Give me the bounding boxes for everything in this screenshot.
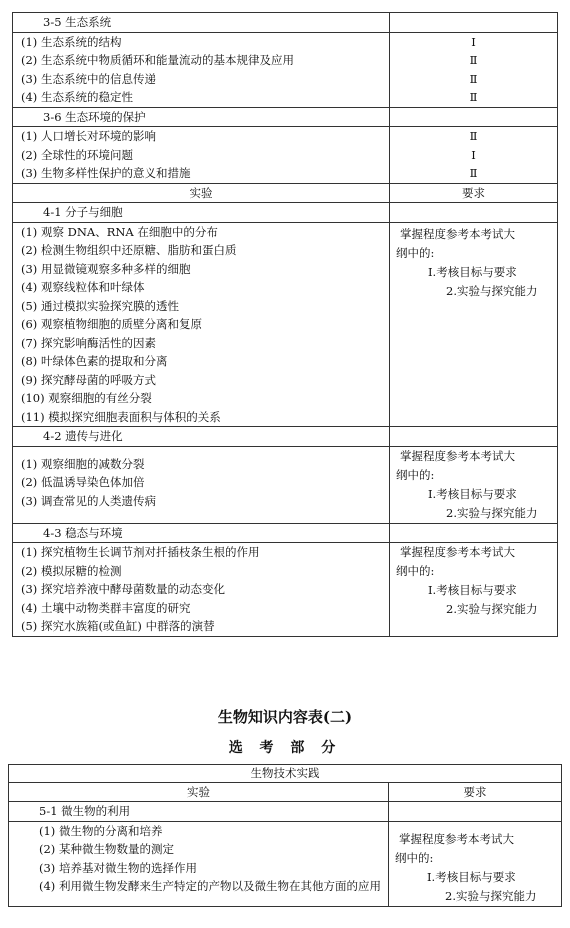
list-item: (4) 生态系统的稳定性 <box>21 90 133 104</box>
section-items-4-2 <box>13 446 558 523</box>
list-item: (2) 生态系统中物质循环和能量流动的基本规律及应用 <box>21 53 294 67</box>
section-title-main: 生物知识内容表(二) <box>217 708 353 726</box>
section-row-3-5 <box>13 13 558 33</box>
section-title: 4-2 遗传与进化 <box>13 427 390 447</box>
section-row-3-6 <box>13 107 558 127</box>
table-header-row <box>9 783 562 802</box>
section-subtitle: 选 考 部 分 <box>228 740 342 756</box>
section-items-3-5 <box>13 32 558 107</box>
section-items-4-1 <box>13 222 558 427</box>
list-item: (1) 观察细胞的减数分裂 <box>21 456 145 471</box>
list-item: (7) 探究影响酶活性的因素 <box>21 335 156 350</box>
knowledge-table-1 <box>12 12 558 637</box>
section-title: 5-1 微生物的利用 <box>9 802 389 822</box>
list-item: (1) 生态系统的结构 <box>21 34 122 49</box>
list-item: (2) 检测生物组织中还原糖、脂肪和蛋白质 <box>21 243 237 257</box>
section-items-3-6 <box>13 127 558 184</box>
list-item: (3) 探究培养液中酵母菌数量的动态变化 <box>21 582 225 596</box>
column-header-requirement: 要求 <box>389 783 562 802</box>
section-title: 4-1 分子与细胞 <box>13 203 390 223</box>
section-title: 3-6 生态环境的保护 <box>13 107 390 127</box>
list-item: (4) 观察线粒体和叶绿体 <box>21 280 145 294</box>
list-item: (9) 探究酵母菌的呼吸方式 <box>21 372 156 387</box>
list-item: (4) 利用微生物发酵来生产特定的产物以及微生物在其他方面的应用 <box>39 879 381 893</box>
list-item: (2) 全球性的环境问题 <box>21 147 133 162</box>
list-item: (11) 模拟探究细胞表面积与体积的关系 <box>21 409 221 424</box>
list-item: (3) 调查常见的人类遗传病 <box>21 493 156 508</box>
list-item: (8) 叶绿体色素的提取和分离 <box>21 354 168 368</box>
column-header-experiment: 实验 <box>9 783 389 802</box>
list-item: (5) 通过模拟实验探究膜的透性 <box>21 298 179 313</box>
table-caption: 生物技术实践 <box>9 765 562 783</box>
list-item: (3) 培养基对微生物的选择作用 <box>39 860 197 875</box>
section-row-5-1 <box>9 802 562 822</box>
list-item: (2) 模拟尿糖的检测 <box>21 563 122 578</box>
section-items-5-1 <box>9 821 562 906</box>
list-item: (3) 生物多样性保护的意义和措施 <box>21 166 191 180</box>
requirement-cell: 掌握程度参考本考试大 纲中的: Ⅰ.考核目标与要求 2.实验与探究能力 <box>389 821 562 906</box>
list-item: (1) 观察 DNA、RNA 在细胞中的分布 <box>21 224 218 239</box>
level-badge: Ⅱ <box>469 90 478 104</box>
table-header-row <box>13 183 558 203</box>
list-item: (4) 土壤中动物类群丰富度的研究 <box>21 600 191 615</box>
column-header-requirement: 要求 <box>390 183 558 203</box>
list-item: (2) 某种微生物数量的测定 <box>39 842 174 856</box>
section-row-4-3 <box>13 523 558 543</box>
section-title: 3-5 生态系统 <box>13 13 390 33</box>
list-item: (6) 观察植物细胞的质壁分离和复原 <box>21 317 202 331</box>
section-title: 4-3 稳态与环境 <box>13 523 390 543</box>
level-badge: Ⅱ <box>469 53 478 67</box>
list-item: (3) 用显微镜观察多种多样的细胞 <box>21 261 191 276</box>
requirement-cell: 掌握程度参考本考试大 纲中的: Ⅰ.考核目标与要求 2.实验与探究能力 <box>390 446 558 523</box>
list-item: (5) 探究水族箱(或鱼缸) 中群落的演替 <box>21 619 215 633</box>
level-badge: Ⅰ <box>471 147 476 162</box>
level-badge: Ⅱ <box>469 166 478 180</box>
section-items-4-3 <box>13 543 558 637</box>
table-caption-row <box>9 765 562 783</box>
list-item: (10) 观察细胞的有丝分裂 <box>21 391 152 405</box>
knowledge-table-2 <box>8 764 562 907</box>
level-badge: Ⅱ <box>469 129 478 143</box>
requirement-cell: 掌握程度参考本考试大 纲中的: Ⅰ.考核目标与要求 2.实验与探究能力 <box>390 222 558 427</box>
level-badge: Ⅰ <box>471 34 476 49</box>
list-item: (1) 人口增长对环境的影响 <box>21 129 156 143</box>
requirement-cell: 掌握程度参考本考试大 纲中的: Ⅰ.考核目标与要求 2.实验与探究能力 <box>390 543 558 637</box>
list-item: (3) 生态系统中的信息传递 <box>21 71 156 86</box>
section-row-4-1 <box>13 203 558 223</box>
column-header-experiment: 实验 <box>13 183 390 203</box>
list-item: (1) 探究植物生长调节剂对扦插枝条生根的作用 <box>21 545 260 559</box>
list-item: (2) 低温诱导染色体加倍 <box>21 475 145 489</box>
list-item: (1) 微生物的分离和培养 <box>39 823 163 838</box>
level-badge: Ⅱ <box>469 71 478 86</box>
section-row-4-2 <box>13 427 558 447</box>
